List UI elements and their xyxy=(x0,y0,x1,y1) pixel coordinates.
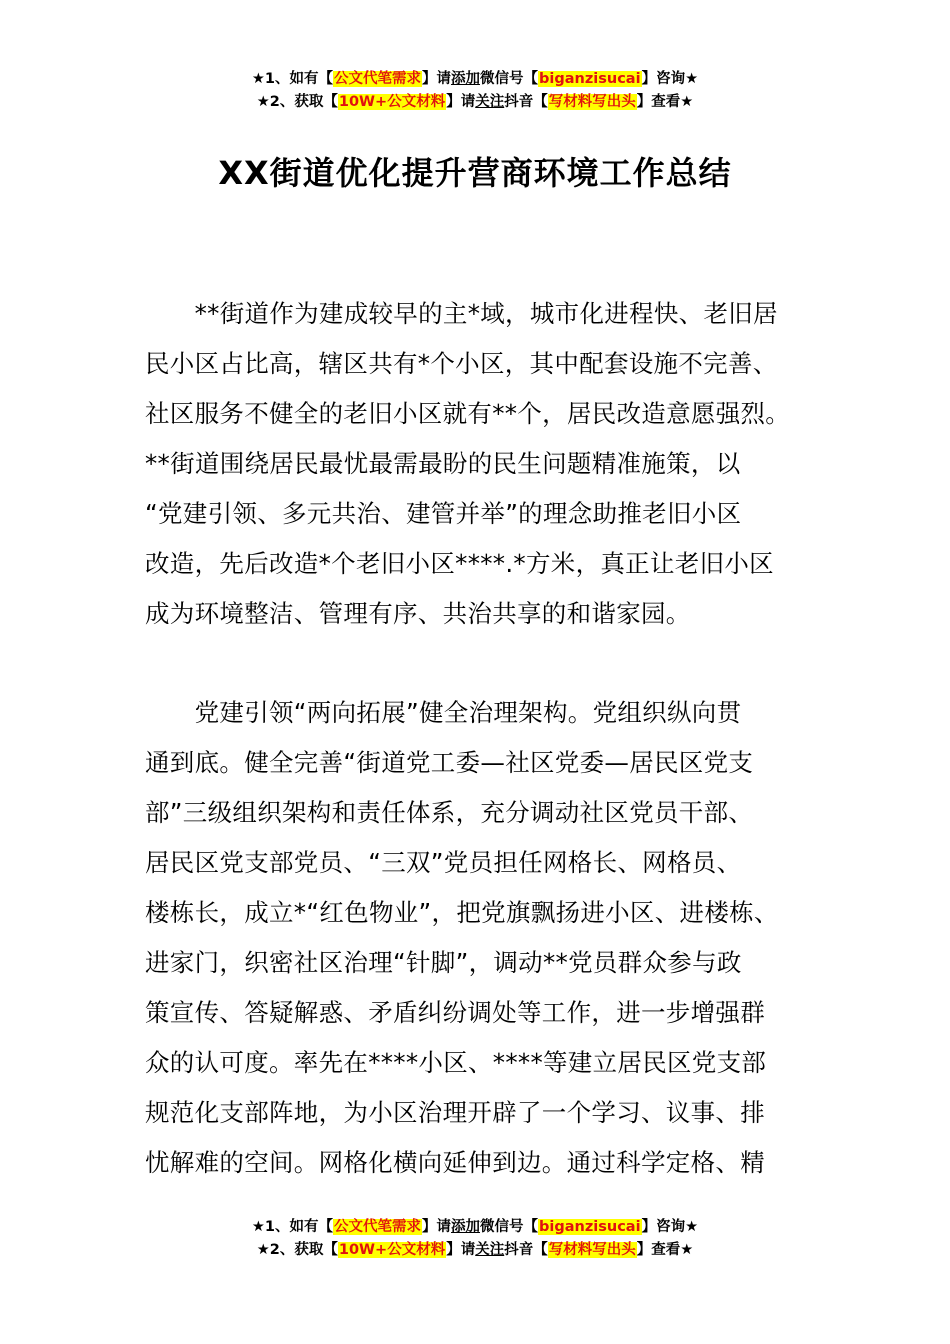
text-line: 楼栋长，成立*“红色物业”，把党旗飘扬进小区、进楼栋、 xyxy=(145,898,779,927)
header-ad-banner xyxy=(0,68,950,114)
ad-line-2: ★2、获取【10W+公文材料】请关注抖音【写材料写出头】查看★ xyxy=(256,1242,694,1258)
text-line: 民小区占比高，辖区共有*个小区，其中配套设施不完善、 xyxy=(145,349,778,378)
wechat-id: biganzisucai xyxy=(539,71,641,87)
text-line: 策宣传、答疑解惑、矛盾纠纷调处等工作，进一步增强群 xyxy=(145,998,765,1027)
text-line: 忧解难的空间。网格化横向延伸到边。通过科学定格、精 xyxy=(145,1148,765,1177)
wechat-id: biganzisucai xyxy=(539,1219,641,1235)
text-line: “党建引领、多元共治、建管并举”的理念助推老旧小区 xyxy=(145,499,742,528)
paragraph-2 xyxy=(145,688,825,1188)
paragraph-1 xyxy=(145,289,825,639)
text-line: **街道作为建成较早的主*域，城市化进程快、老旧居 xyxy=(145,299,778,328)
text-line: 居民区党支部党员、“三双”党员担任网格长、网格员、 xyxy=(145,848,742,877)
text-line: 进家门，织密社区治理“针脚”，调动**党员群众参与政 xyxy=(145,948,742,977)
text-line: 部”三级组织架构和责任体系，充分调动社区党员干部、 xyxy=(145,798,754,827)
text-line: 社区服务不健全的老旧小区就有**个，居民改造意愿强烈。 xyxy=(145,399,791,428)
ad-line-2: ★2、获取【10W+公文材料】请关注抖音【写材料写出头】查看★ xyxy=(256,94,694,110)
text-line: 党建引领“两向拓展”健全治理架构。党组织纵向贯 xyxy=(145,698,742,727)
ad-highlight: 10W+公文材料 xyxy=(338,94,446,110)
document-title: XX街道优化提升营商环境工作总结 xyxy=(218,154,732,192)
text-line: 众的认可度。率先在****小区、****等建立居民区党支部 xyxy=(145,1048,767,1077)
ad-line-1: ★1、如有【公文代笔需求】请添加微信号【biganzisucai】咨询★ xyxy=(251,71,699,87)
ad-highlight: 公文代笔需求 xyxy=(334,1219,422,1235)
ad-highlight: 公文代笔需求 xyxy=(334,71,422,87)
text-line: 成为环境整洁、管理有序、共治共享的和谐家园。 xyxy=(145,599,691,628)
text-line: 规范化支部阵地，为小区治理开辟了一个学习、议事、排 xyxy=(145,1098,765,1127)
ad-highlight: 10W+公文材料 xyxy=(338,1242,446,1258)
ad-line-1: ★1、如有【公文代笔需求】请添加微信号【biganzisucai】咨询★ xyxy=(251,1219,699,1235)
douyin-account: 写材料写出头 xyxy=(548,94,636,110)
douyin-account: 写材料写出头 xyxy=(548,1242,636,1258)
text-line: **街道围绕居民最忧最需最盼的民生问题精准施策，以 xyxy=(145,449,741,478)
text-line: 改造，先后改造*个老旧小区****.*方米，真正让老旧小区 xyxy=(145,549,774,578)
text-line: 通到底。健全完善“街道党工委—社区党委—居民区党支 xyxy=(145,748,754,777)
footer-ad-banner xyxy=(0,1216,950,1262)
